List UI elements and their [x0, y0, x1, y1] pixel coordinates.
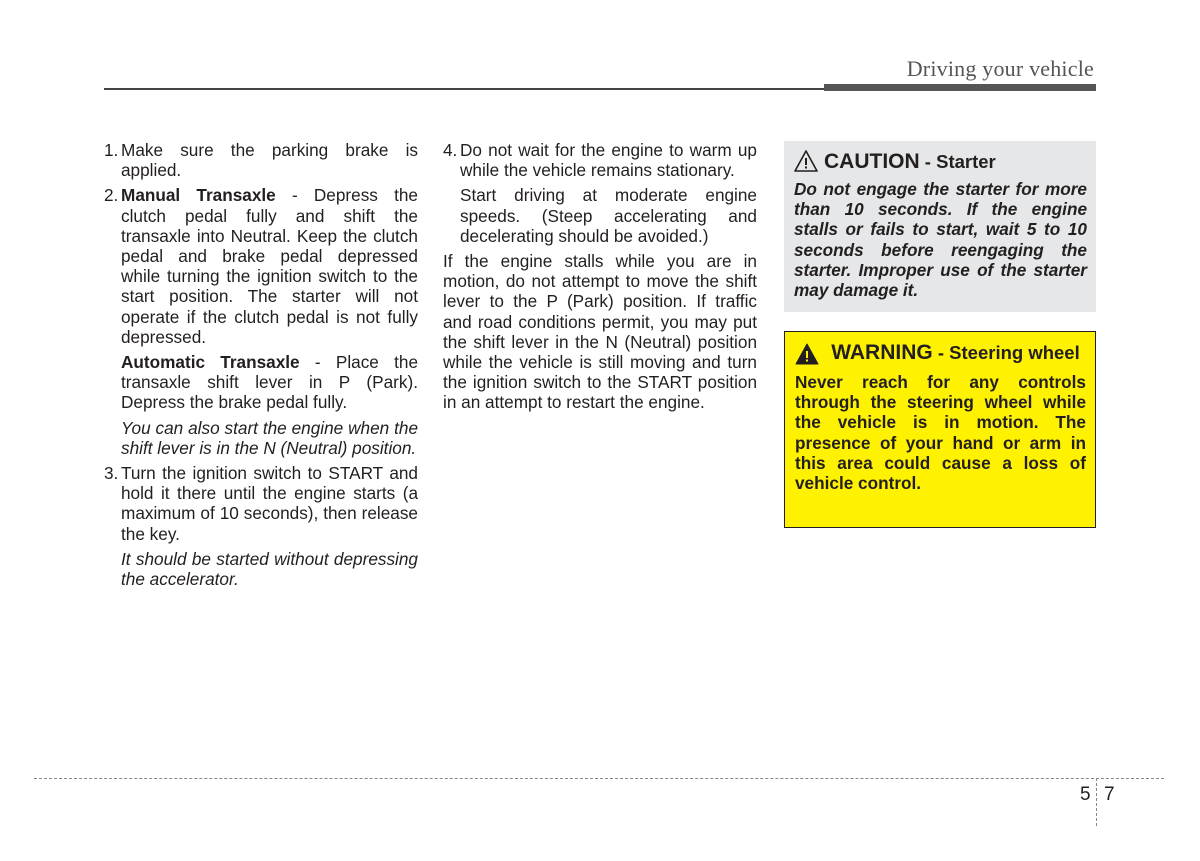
section-title: Driving your vehicle: [906, 56, 1094, 81]
warning-triangle-filled-icon: [795, 342, 819, 366]
step-text: Make sure the parking brake is applied.: [121, 140, 418, 181]
step-number: 1.: [104, 140, 119, 160]
step-number: 2.: [104, 185, 119, 206]
step-2: [104, 185, 418, 347]
caution-body: Do not engage the starter for more than 10 seconds. If the engine stalls or fails to start, wait 5 to 10 seconds before reengaging the starter. Improper use of the starter may damage it.: [794, 179, 1087, 301]
warning-heading: [795, 342, 1086, 366]
step-3: [104, 463, 418, 544]
warning-subject: - Steering wheel: [932, 342, 1080, 363]
accelerator-note: It should be started without depressing the accelerator.: [121, 548, 418, 590]
footer-dashed-divider: [1096, 778, 1097, 826]
header-rule-thin: [104, 88, 824, 90]
automatic-transaxle-label: Automatic Transaxle: [121, 352, 300, 373]
step-number: 3.: [104, 463, 119, 484]
warning-triangle-outline-icon: [794, 149, 818, 173]
automatic-transaxle-text: - Place the transaxle shift lever in P (Park). Depress the brake pedal fully.: [121, 352, 418, 413]
manual-transaxle-label: Manual Transaxle: [121, 185, 276, 206]
neutral-start-note: You can also start the engine when the shift lever is in the N (Neutral) position.: [121, 417, 418, 458]
step-text: [121, 185, 418, 347]
step-text: Do not wait for the engine to warm up while the vehicle remains stationary.: [460, 140, 757, 181]
automatic-transaxle-paragraph: [121, 352, 418, 413]
warning-label: WARNING: [831, 341, 933, 364]
caution-title: [824, 149, 996, 174]
caution-subject: - Starter: [919, 151, 996, 172]
manual-transaxle-text: - Depress the clutch pedal fully and shift the transaxle into Neutral. Keep the clutch pedal and brake pedal depressed while turning the ignition switch to the start position. The starter will not operate if the clutch pedal is not fully depressed.: [121, 185, 418, 347]
warning-title: [825, 342, 1086, 364]
moderate-speed-paragraph: Start driving at moderate engine speeds. (Steep accelerating and decelerating should be avoided.): [460, 185, 757, 246]
step-number: 4.: [443, 140, 458, 160]
caution-box: [784, 141, 1096, 312]
page-section-number: 5: [1080, 784, 1091, 805]
caution-heading: [794, 149, 1087, 174]
page-number: 7: [1104, 784, 1115, 805]
column-middle: [443, 140, 757, 413]
footer-dashed-rule: [34, 778, 1164, 779]
step-text: Turn the ignition switch to START and hold it there until the engine starts (a maximum of 10 seconds), then release the key.: [121, 463, 418, 544]
caution-label: CAUTION: [824, 150, 920, 173]
step-4: [443, 140, 757, 180]
engine-stall-paragraph: If the engine stalls while you are in motion, do not attempt to move the shift lever to the P (Park) position. If traffic and road conditions permit, you may put the shift lever in the N (Neutral) position while the vehicle is still moving and turn the ignition switch to the START position in an attempt to restart the engine.: [443, 251, 757, 413]
warning-box: [784, 331, 1096, 528]
header-rule-thick: [824, 84, 1096, 91]
warning-body: Never reach for any controls through the steering wheel while the vehicle is in motion. The presence of your hand or arm in this area could cause a loss of vehicle control.: [795, 372, 1086, 494]
column-left: [104, 140, 418, 594]
step-1: [104, 140, 418, 180]
